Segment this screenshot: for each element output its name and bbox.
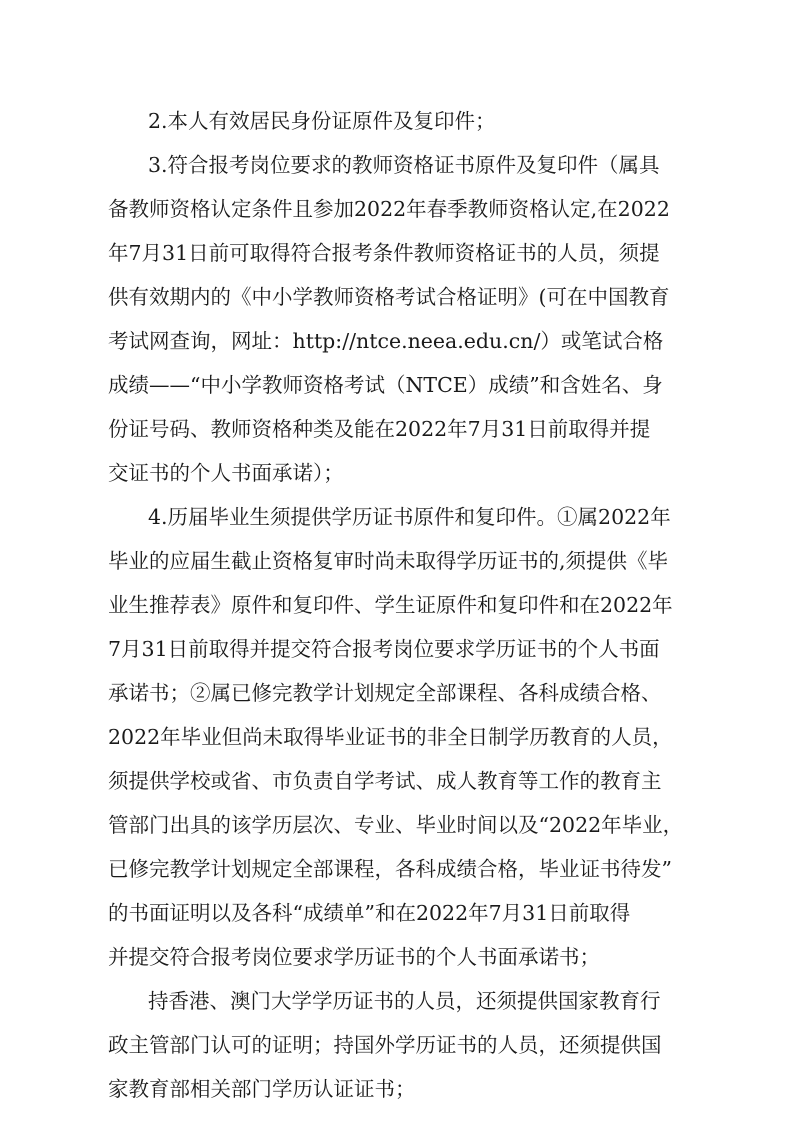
text-line [0,453,793,493]
line-text: 备教师资格认定条件且参加2022年春季教师资格认定,在2022 [108,197,670,221]
text-line-hk-macau-start [0,981,793,1021]
line-text: 业生推荐表》原件和复印件、学生证原件和复印件和在2022年 [108,593,673,617]
text-line [0,585,793,625]
line-text: 承诺书；②属已修完教学计划规定全部课程、各科成绩合格、 [108,681,662,705]
line-text: 7月31日前取得并提交符合报考岗位要求学历证书的个人书面 [108,637,660,661]
line-text: 须提供学校或省、市负责自学考试、成人教育等工作的教育主 [108,769,662,793]
line-text: 份证号码、教师资格种类及能在2022年7月31日前取得并提 [108,417,651,441]
line-text: 持香港、澳门大学学历证书的人员，还须提供国家教育行 [148,989,661,1013]
text-line [0,233,793,273]
text-line-item-2 [0,101,793,141]
line-text: 年7月31日前可取得符合报考条件教师资格证书的人员，须提 [108,241,660,265]
text-line [0,409,793,449]
line-text: 家教育部相关部门学历认证证书； [108,1077,416,1101]
line-text: 2.本人有效居民身份证原件及复印件； [148,109,496,133]
text-line [0,629,793,669]
text-line [0,277,793,317]
text-line [0,189,793,229]
line-text: 2022年毕业但尚未取得毕业证书的非全日制学历教育的人员， [108,725,673,749]
text-line [0,321,793,361]
line-text: 考试网查询，网址：http://ntce.neea.edu.cn/）或笔试合格 [108,329,664,353]
text-line [0,1069,793,1109]
line-text: 成绩——“中小学教师资格考试（NTCE）成绩”和含姓名、身 [108,373,663,397]
text-line-item-4-start [0,497,793,537]
text-line [0,365,793,405]
text-line [0,761,793,801]
text-line [0,717,793,757]
text-line [0,937,793,977]
line-text: 并提交符合报考岗位要求学历证书的个人书面承诺书； [108,945,600,969]
line-text: 毕业的应届生截止资格复审时尚未取得学历证书的,须提供《毕 [108,549,669,573]
text-line [0,541,793,581]
line-text: 的书面证明以及各科“成绩单”和在2022年7月31日前取得 [108,901,631,925]
line-text: 供有效期内的《中小学教师资格考试合格证明》(可在中国教育 [108,285,670,309]
text-line [0,849,793,889]
text-line [0,673,793,713]
text-line [0,805,793,845]
text-line [0,893,793,933]
line-text: 交证书的个人书面承诺）； [108,461,344,485]
line-text: 4.历届毕业生须提供学历证书原件和复印件。①属2022年 [148,505,671,529]
text-line-item-3-start [0,145,793,185]
line-text: 已修完教学计划规定全部课程，各科成绩合格，毕业证书待发” [108,857,672,881]
text-line [0,1025,793,1065]
line-text: 政主管部门认可的证明；持国外学历证书的人员，还须提供国 [108,1033,662,1057]
line-text: 3.符合报考岗位要求的教师资格证书原件及复印件（属具 [148,153,660,177]
line-text: 管部门出具的该学历层次、专业、毕业时间以及“2022年毕业， [108,813,684,837]
